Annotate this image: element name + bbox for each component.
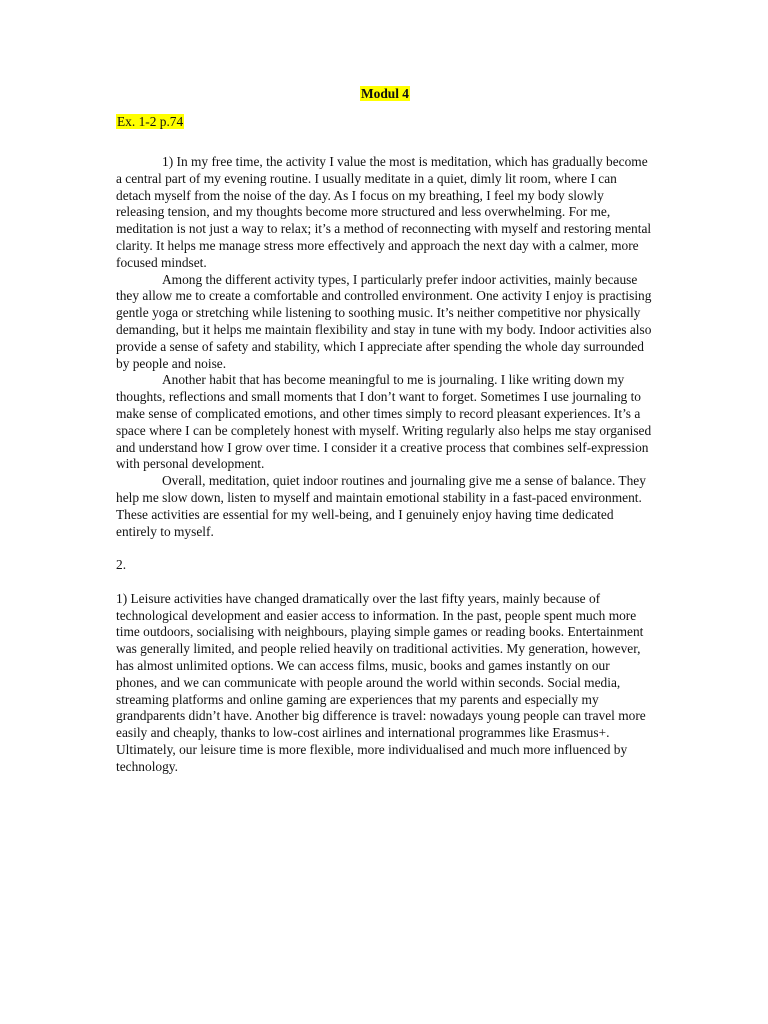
section-1-paragraph-3: Another habit that has become meaningful to me is journaling. I like writing down my thoughts, reflections and small moments that I don’t want to forget. Sometimes I use journaling to make sense of complicated emotions, and other times simply to record pleasant experiences. It’s a space where I can be completely honest with myself. Writing regularly also helps me stay organised and understand how I grow over time. I consider it a creative process that combines self-expression with personal development. bbox=[116, 372, 652, 472]
exercise-reference: Ex. 1-2 p.74 bbox=[117, 114, 184, 129]
section-1-paragraph-4: Overall, meditation, quiet indoor routines and journaling give me a sense of balance. They help me slow down, listen to myself and maintain emotional stability in a fast-paced environment. These activities are essential for my well-being, and I genuinely enjoy having time dedicated entirely to myself. bbox=[116, 473, 646, 539]
section-1 bbox=[116, 154, 654, 540]
section-2-paragraph-1: 1) Leisure activities have changed dramatically over the last fifty years, mainly because of technological development and easier access to information. In the past, people spent much more time outdoors, socialising with neighbours, playing simple games or reading books. Entertainment was generally limited, and people relied heavily on traditional activities. My generation, however, has almost unlimited options. We can access films, music, books and games instantly on our phones, and we can communicate with people around the world within seconds. Social media, streaming platforms and online gaming are experiences that my parents and especially my grandparents didn’t have. Another big difference is travel: nowadays young people can travel more easily and cheaply, thanks to low-cost airlines and international programmes like Erasmus+. Ultimately, our leisure time is more flexible, more individualised and much more influenced by technology. bbox=[116, 590, 646, 774]
exercise-reference-row bbox=[116, 114, 654, 132]
document-body bbox=[116, 86, 654, 775]
section-2 bbox=[116, 591, 654, 776]
section-1-paragraph-2: Among the different activity types, I particularly prefer indoor activities, mainly because they allow me to create a comfortable and controlled environment. One activity I enjoy is practising gentle yoga or stretching while listening to soothing music. It’s neither competitive nor physically demanding, but it helps me maintain flexibility and stay in tune with my body. Indoor activities also provide a sense of safety and stability, which I appreciate after spending the whole day surrounded by people and noise. bbox=[116, 271, 652, 371]
section-2-label: 2. bbox=[116, 557, 127, 573]
section-1-paragraph-1: 1) In my free time, the activity I value the most is meditation, which has gradually become a central part of my evening routine. I usually meditate in a quiet, dimly lit room, where I can detach myself from the noise of the day. As I focus on my breathing, I feel my body slowly releasing tension, and my thoughts become more structured and less overwhelming. For me, meditation is not just a way to relax; it’s a method of reconnecting with myself and restoring mental clarity. It helps me manage stress more effectively and approach the next day with a calmer, more focused mindset. bbox=[116, 154, 652, 270]
document-title: Modul 4 bbox=[361, 86, 409, 101]
title-row bbox=[116, 86, 654, 106]
